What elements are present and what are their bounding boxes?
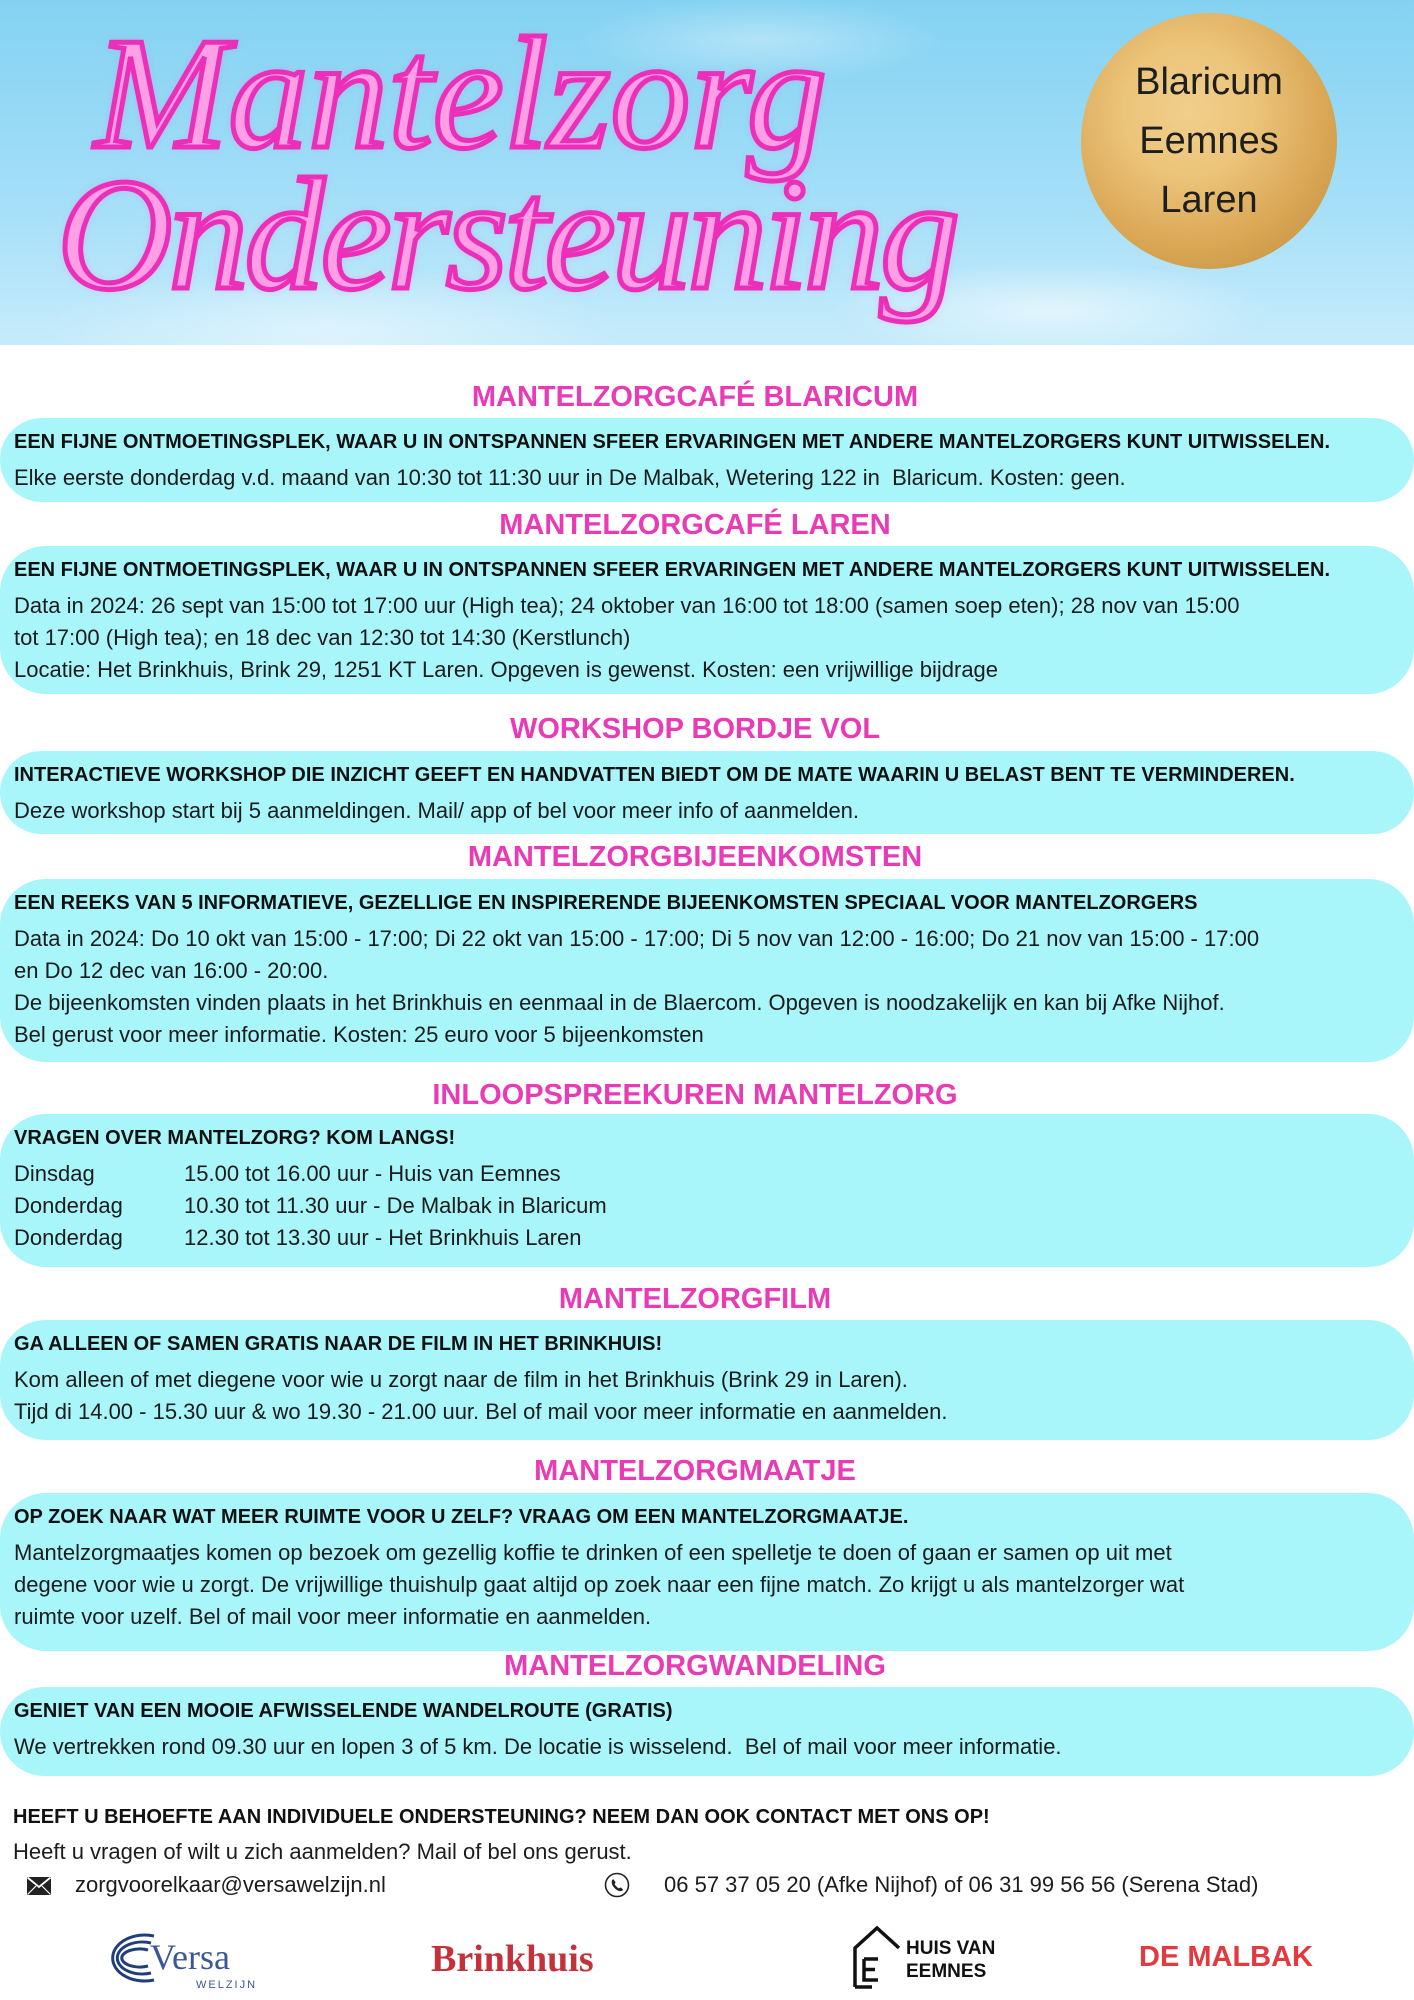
section-box-film <box>0 1320 1414 1440</box>
schedule-time: 15.00 tot 16.00 uur - Huis van Eemnes <box>184 1161 561 1186</box>
section-box-inloopspreekuren <box>0 1114 1414 1267</box>
brinkhuis-logo: Brinkhuis <box>431 1938 594 1980</box>
section-text-line: degene voor wie u zorgt. De vrijwillige thuishulp gaat altijd op zoek naar een fijne match. Zo krijgt u als mantelzorger wat <box>14 1572 1185 1597</box>
section-text-line: Data in 2024: 26 sept van 15:00 tot 17:00 uur (High tea); 24 oktober van 16:00 tot 18:00 (samen soep eten); 28 nov van 15:00 <box>14 593 1240 618</box>
section-text-line: Elke eerste donderdag v.d. maand van 10:30 tot 11:30 uur in De Malbak, Wetering 122 in Blaricum. Kosten: geen. <box>14 465 1126 490</box>
contact-cta: HEEFT U BEHOEFTE AAN INDIVIDUELE ONDERSTEUNING? NEEM DAN OOK CONTACT MET ONS OP! <box>13 1806 990 1828</box>
section-box-maatje <box>0 1493 1414 1651</box>
section-box-workshop <box>0 751 1414 834</box>
schedule-time: 10.30 tot 11.30 uur - De Malbak in Blaricum <box>184 1193 607 1218</box>
section-heading-wandeling: MANTELZORGWANDELING <box>504 1650 886 1682</box>
section-tagline: EEN FIJNE ONTMOETINGSPLEK, WAAR U IN ONTSPANNEN SFEER ERVARINGEN MET ANDERE MANTELZORGERS KUNT UITWISSELEN. <box>14 559 1330 581</box>
section-heading-maatje: MANTELZORGMAATJE <box>534 1455 856 1487</box>
section-text-line: Locatie: Het Brinkhuis, Brink 29, 1251 KT Laren. Opgeven is gewenst. Kosten: een vrijwillige bijdrage <box>14 657 999 682</box>
section-text-line: tot 17:00 (High tea); en 18 dec van 12:30 tot 14:30 (Kerstlunch) <box>14 625 631 650</box>
section-text-line: De bijeenkomsten vinden plaats in het Brinkhuis en eenmaal in de Blaercom. Opgeven is noodzakelijk en kan bij Afke Nijhof. <box>14 990 1225 1015</box>
contact-intro: Heeft u vragen of wilt u zich aanmelden? Mail of bel ons gerust. <box>13 1839 632 1864</box>
section-text-line: Mantelzorgmaatjes komen op bezoek om gezellig koffie te drinken of een spelletje te doen of gaan er samen op uit met <box>14 1540 1172 1565</box>
location-blaricum: Blaricum <box>1135 60 1283 103</box>
location-eemnes: Eemnes <box>1139 119 1279 162</box>
schedule-time: 12.30 tot 13.30 uur - Het Brinkhuis Laren <box>184 1225 582 1250</box>
huis-van-eemnes-logo-line2: EEMNES <box>906 1961 987 1982</box>
location-laren: Laren <box>1160 178 1258 221</box>
de-malbak-logo: DE MALBAK <box>1139 1941 1313 1973</box>
section-text-line: Kom alleen of met diegene voor wie u zorgt naar de film in het Brinkhuis (Brink 29 in Laren). <box>14 1367 908 1392</box>
versa-logo-subtitle: WELZIJN <box>196 1979 258 1991</box>
contact-phone: 06 57 37 05 20 (Afke Nijhof) of 06 31 99 56 56 (Serena Stad) <box>664 1872 1259 1897</box>
phone-icon <box>604 1872 630 1898</box>
section-tagline: EEN FIJNE ONTMOETINGSPLEK, WAAR U IN ONTSPANNEN SFEER ERVARINGEN MET ANDERE MANTELZORGERS KUNT UITWISSELEN. <box>14 431 1330 453</box>
schedule-row <box>14 1190 1400 1222</box>
section-tagline: GA ALLEEN OF SAMEN GRATIS NAAR DE FILM IN HET BRINKHUIS! <box>14 1333 663 1355</box>
schedule-day: Donderdag <box>14 1193 123 1218</box>
location-badge <box>1081 13 1337 269</box>
section-box-cafe-blaricum <box>0 418 1414 502</box>
schedule-day: Donderdag <box>14 1225 123 1250</box>
title-line-2: Ondersteuning <box>57 145 957 323</box>
section-text-line: en Do 12 dec van 16:00 - 20:00. <box>14 958 329 983</box>
section-tagline: GENIET VAN EEN MOOIE AFWISSELENDE WANDELROUTE (GRATIS) <box>14 1700 673 1722</box>
section-text-line: Data in 2024: Do 10 okt van 15:00 - 17:00; Di 22 okt van 15:00 - 17:00; Di 5 nov van 12:00 - 16:00; Do 21 nov van 15:00 - 17:00 <box>14 926 1260 951</box>
section-heading-cafe-laren: MANTELZORGCAFÉ LAREN <box>499 509 891 541</box>
section-heading-cafe-blaricum: MANTELZORGCAFÉ BLARICUM <box>471 381 919 413</box>
section-heading-inloopspreekuren: INLOOPSPREEKUREN MANTELZORG <box>432 1079 958 1111</box>
section-text-line: ruimte voor uzelf. Bel of mail voor meer informatie en aanmelden. <box>14 1604 652 1629</box>
title-line-1: Mantelzorg <box>95 4 827 182</box>
section-tagline: EEN REEKS VAN 5 INFORMATIEVE, GEZELLIGE EN INSPIRERENDE BIJEENKOMSTEN SPECIAAL VOOR MANTELZORGERS <box>14 892 1198 914</box>
section-heading-bijeenkomsten: MANTELZORGBIJEENKOMSTEN <box>467 841 923 873</box>
section-heading-film: MANTELZORGFILM <box>558 1283 832 1315</box>
section-text-line: Deze workshop start bij 5 aanmeldingen. Mail/ app of bel voor meer info of aanmelden. <box>14 798 860 823</box>
section-box-bijeenkomsten <box>0 879 1414 1062</box>
contact-email: zorgvoorelkaar@versawelzijn.nl <box>75 1872 386 1897</box>
house-icon <box>852 1925 902 1989</box>
section-text-line: We vertrekken rond 09.30 uur en lopen 3 of 5 km. De locatie is wisselend. Bel of mail voor meer informatie. <box>14 1734 1062 1759</box>
section-tagline: INTERACTIEVE WORKSHOP DIE INZICHT GEEFT EN HANDVATTEN BIEDT OM DE MATE WAARIN U BELAST BENT TE VERMINDEREN. <box>14 764 1295 786</box>
huis-van-eemnes-logo-line1: HUIS VAN <box>906 1938 996 1959</box>
section-text-line: Bel gerust voor meer informatie. Kosten: 25 euro voor 5 bijeenkomsten <box>14 1022 704 1047</box>
schedule-day: Dinsdag <box>14 1161 95 1186</box>
envelope-icon <box>26 1876 52 1896</box>
section-tagline: OP ZOEK NAAR WAT MEER RUIMTE VOOR U ZELF? VRAAG OM EEN MANTELZORGMAATJE. <box>14 1506 909 1528</box>
schedule-row <box>14 1158 1400 1190</box>
section-box-wandeling <box>0 1687 1414 1776</box>
section-tagline: VRAGEN OVER MANTELZORG? KOM LANGS! <box>14 1127 456 1149</box>
schedule-row <box>14 1222 1400 1254</box>
section-text-line: Tijd di 14.00 - 15.30 uur & wo 19.30 - 21.00 uur. Bel of mail voor meer informatie en aanmelden. <box>14 1399 948 1424</box>
section-heading-workshop: WORKSHOP BORDJE VOL <box>509 713 881 745</box>
header-banner <box>0 0 1414 345</box>
section-box-cafe-laren <box>0 546 1414 694</box>
versa-logo-name: Versa <box>150 1937 230 1977</box>
